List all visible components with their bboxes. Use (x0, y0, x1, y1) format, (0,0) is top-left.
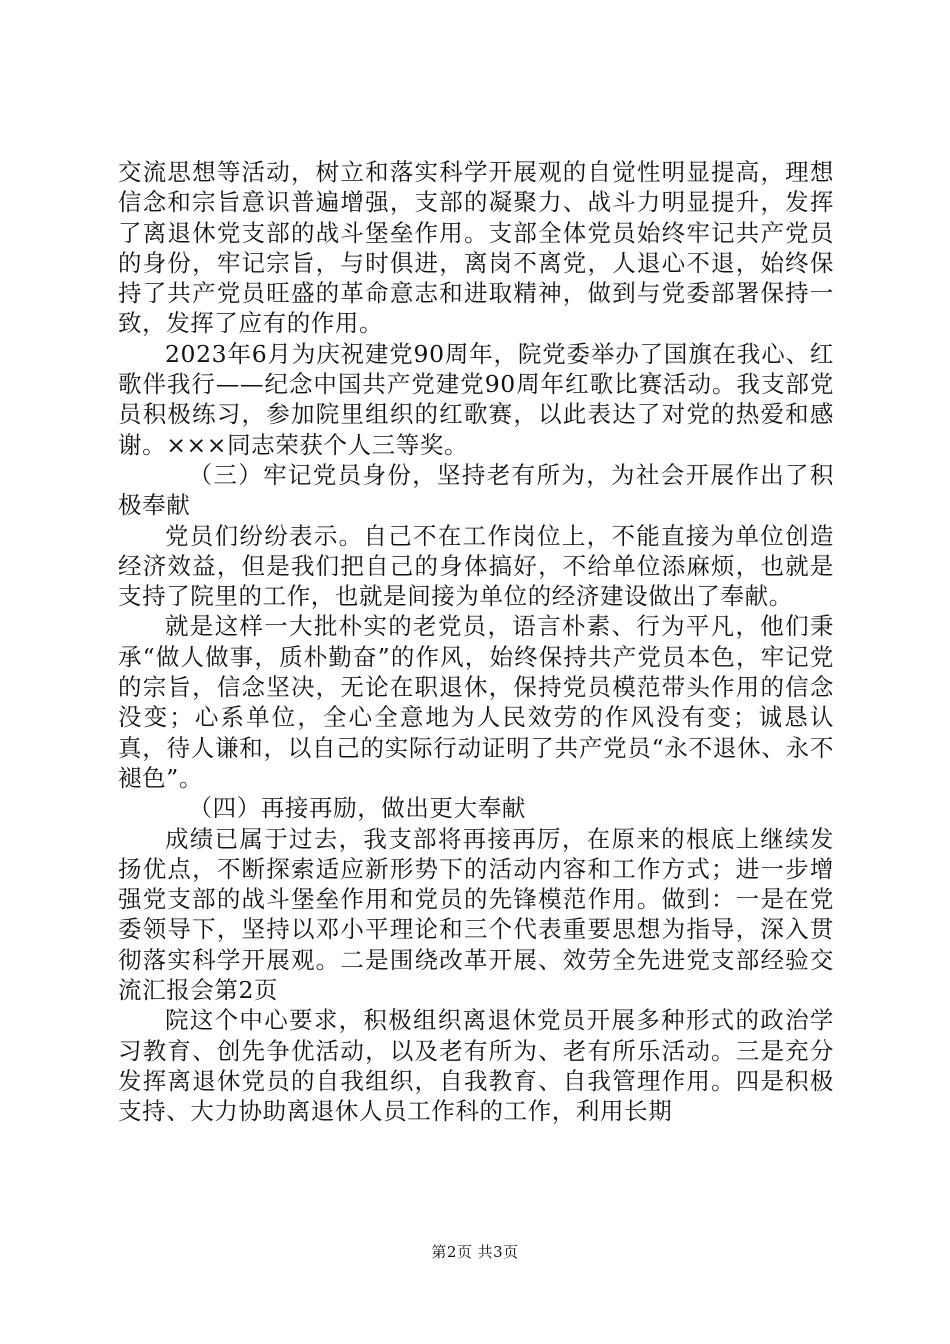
paragraph-central-requirement: 院这个中心要求，积极组织离退休党员开展多种形式的政治学习教育、创先争优活动，以及老有所为、老有所乐活动。三是充分发挥离退休党员的自我组织，自我教育、自我管理作用。四是积极支持、大力协助离退休人员工作科的工作，利用长期 (118, 1006, 834, 1126)
document-body (118, 157, 834, 1127)
section-heading-4: （四）再接再励，做出更大奉献 (188, 794, 526, 823)
page-footer: 第2页 共3页 (431, 1243, 519, 1261)
section-heading-3: （三）牢记党员身份，坚持老有所为，为社会开展作出了积极奉献 (118, 460, 834, 520)
paragraph-achievements: 成绩已属于过去，我支部将再接再厉，在原来的根底上继续发扬优点，不断探索适应新形势下的活动内容和工作方式；进一步增强党支部的战斗堡垒作用和党员的先锋模范作用。做到：一是在党委领导下，坚持以邓小平理论和三个代表重要思想为指导，深入贯彻落实科学开展观。二是围绕改革开展、效劳全先进党支部经验交流汇报会第2页 (118, 824, 834, 1005)
paragraph-red-song-contest: 2023年6月为庆祝建党90周年，院党委举办了国旗在我心、红歌伴我行——纪念中国共产党建党90周年红歌比赛活动。我支部党员积极练习，参加院里组织的红歌赛，以此表达了对党的热爱和感谢。×××同志荣获个人三等奖。 (118, 339, 834, 459)
paragraph-members-statement: 党员们纷纷表示。自己不在工作岗位上，不能直接为单位创造经济效益，但是我们把自己的身体搞好，不给单位添麻烦，也就是支持了院里的工作，也就是间接为单位的经济建设做出了奉献。 (118, 521, 834, 611)
paragraph-continuation: 交流思想等活动，树立和落实科学开展观的自觉性明显提高，理想信念和宗旨意识普遍增强，支部的凝聚力、战斗力明显提升，发挥了离退休党支部的战斗堡垒作用。支部全体党员始终牢记共产党员的身份，牢记宗旨，与时俱进，离岗不离党，人退心不退，始终保持了共产党员旺盛的革命意志和进取精神，做到与党委部署保持一致，发挥了应有的作用。 (118, 158, 834, 338)
paragraph-old-members: 就是这样一大批朴实的老党员，语言朴素、行为平凡，他们秉承“做人做事，质朴勤奋”的作风，始终保持共产党员本色，牢记党的宗旨，信念坚决，无论在职退休，保持党员模范带头作用的信念没变；心系单位，全心全意地为人民效劳的作风没有变；诚恳认真，待人谦和，以自己的实际行动证明了共产党员“永不退休、永不褪色”。 (118, 612, 834, 792)
